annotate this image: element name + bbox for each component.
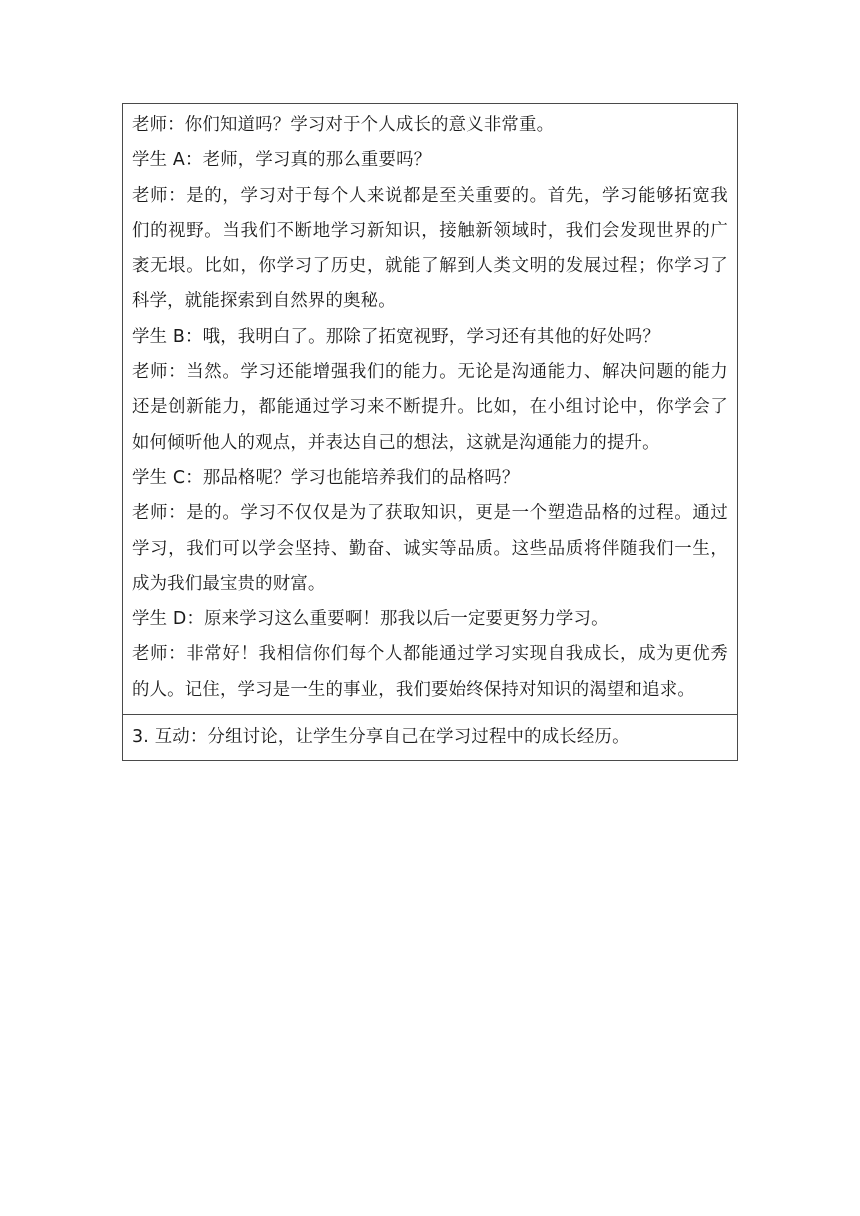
- dialogue-line-student-d: 学生 D：原来学习这么重要啊！那我以后一定要更努力学习。: [132, 609, 609, 630]
- dialogue-cell: [123, 104, 737, 715]
- dialogue-line-teacher: 老师：当然。学习还能增强我们的能力。无论是沟通能力、解决问题的能力还是创新能力，都能通过学习来不断提升。比如，在小组讨论中，你学会了如何倾听他人的观点，并表达自己的想法，这就是沟通能力的提升。: [132, 362, 728, 453]
- activity-step-text: 3. 互动：分组讨论，让学生分享自己在学习过程中的成长经历。: [132, 727, 630, 748]
- dialogue-line-student-c: 学生 C：那品格呢？学习也能培养我们的品格吗？: [132, 467, 520, 488]
- activity-cell: [123, 715, 737, 760]
- dialogue-line-student-a: 学生 A：老师，学习真的那么重要吗？: [132, 150, 432, 171]
- dialogue-line-teacher: 老师：你们知道吗？学习对于个人成长的意义非常重。: [132, 115, 555, 135]
- dialogue-line-teacher: 老师：非常好！我相信你们每个人都能通过学习实现自我成长，成为更优秀的人。记住，学习是一生的事业，我们要始终保持对知识的渴望和追求。: [132, 644, 728, 700]
- dialogue-line-student-b: 学生 B：哦，我明白了。那除了拓宽视野，学习还有其他的好处吗？: [132, 326, 660, 347]
- lesson-plan-table: [122, 103, 738, 761]
- dialogue-line-teacher: 老师：是的，学习对于每个人来说都是至关重要的。首先，学习能够拓宽我们的视野。当我们不断地学习新知识，接触新领域时，我们会发现世界的广袤无垠。比如，你学习了历史，就能了解到人类文明的发展过程；你学习了科学，就能探索到自然界的奥秘。: [132, 185, 728, 312]
- dialogue-line-teacher: 老师：是的。学习不仅仅是为了获取知识，更是一个塑造品格的过程。通过学习，我们可以学会坚持、勤奋、诚实等品质。这些品质将伴随我们一生，成为我们最宝贵的财富。: [132, 503, 728, 594]
